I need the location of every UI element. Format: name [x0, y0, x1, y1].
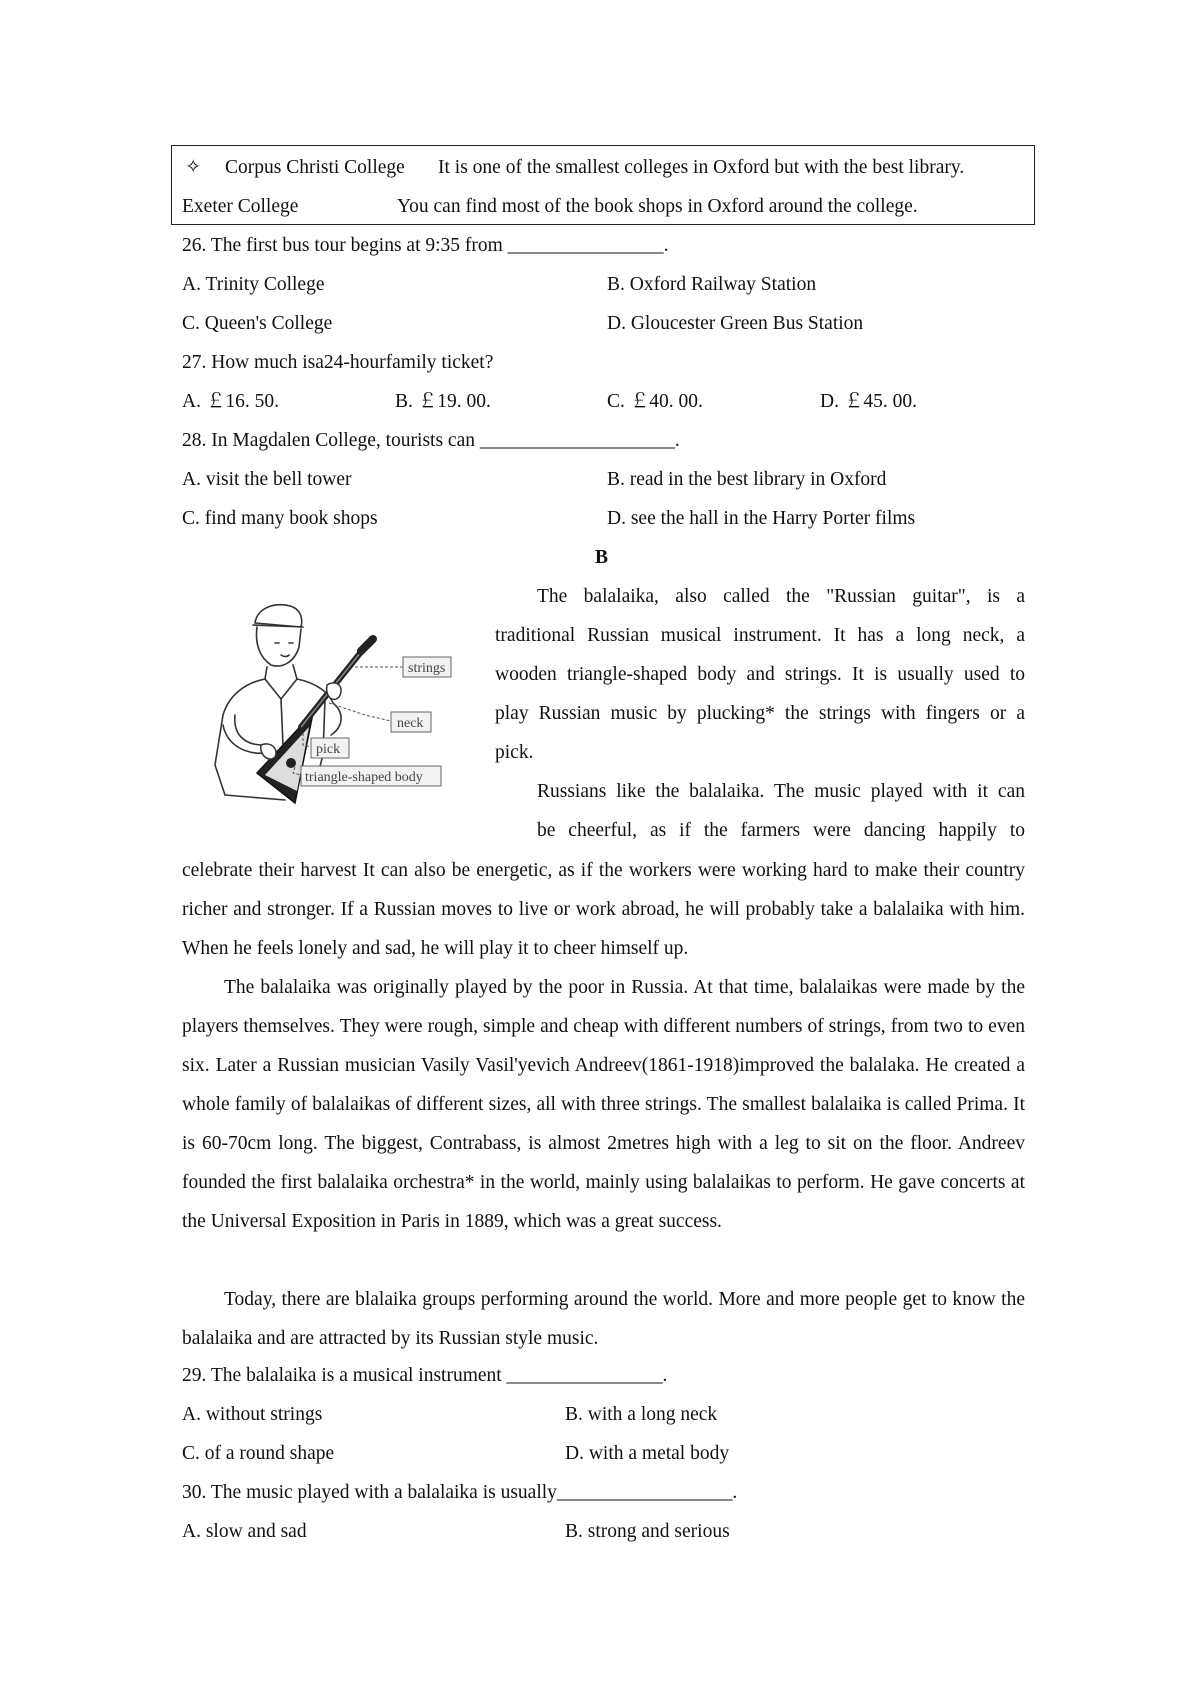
passage-line: traditional Russian musical instrument. It has a long neck, a [495, 625, 1025, 646]
q29-option-c: C. of a round shape [182, 1443, 335, 1464]
passage-paragraph-2-continued: celebrate their harvest It can also be energetic, as if the workers were working hard to make their country richer and stronger. If a Russian moves to live or work abroad, he will probably take a balalaika with him. When he feels lonely and sad, he will play it to cheer himself up. [182, 860, 1025, 959]
question-27-stem: 27. How much isa24-hourfamily ticket? [182, 352, 494, 373]
question-30-stem: 30. The music played with a balalaika is usually__________________. [182, 1482, 738, 1503]
q27-option-b: B. ￡19. 00. [395, 391, 491, 412]
q30-option-b: B. strong and serious [565, 1521, 730, 1542]
q28-option-a: A. visit the bell tower [182, 469, 352, 490]
label-pick: pick [316, 742, 341, 757]
passage-line: The balalaika, also called the "Russian guitar", is a [537, 586, 1025, 607]
college-desc: You can find most of the book shops in Oxford around the college. [397, 196, 918, 217]
label-neck: neck [397, 716, 424, 731]
passage-paragraph-3: The balalaika was originally played by the poor in Russia. At that time, balalaikas were made by the players themselves. They were rough, simple and cheap with different numbers of strings, from two to even six. Later a Russian musician Vasily Vasil'yevich Andreev(1861-1918)improved the balalaka. He created a whole family of balalaikas of different sizes, all with three strings. The smallest balalaika is called Prima. It is 60-70cm long. The biggest, Contrabass, is almost 2metres high with a leg to sit on the floor. Andreev founded the first balalaika orchestra* in the world, mainly using balalaikas to perform. He gave concerts at the Universal Exposition in Paris in 1889, which was a great success. [182, 977, 1025, 1232]
label-triangle-shaped-body: triangle-shaped body [305, 770, 423, 785]
question-29-stem: 29. The balalaika is a musical instrument ________________. [182, 1365, 668, 1386]
q27-option-c: C. ￡40. 00. [607, 391, 703, 412]
q27-option-a: A. ￡16. 50. [182, 391, 279, 412]
q30-option-a: A. slow and sad [182, 1521, 307, 1542]
college-name: Corpus Christi College [225, 157, 405, 178]
question-26-stem: 26. The first bus tour begins at 9:35 from ________________. [182, 235, 669, 256]
q29-option-d: D. with a metal body [565, 1443, 730, 1464]
passage-line: pick. [495, 742, 534, 763]
q26-option-b: B. Oxford Railway Station [607, 274, 817, 295]
passage-paragraph-4: Today, there are blalaika groups performing around the world. More and more people get to know the balalaika and are attracted by its Russian style music. [182, 1289, 1025, 1349]
q28-option-b: B. read in the best library in Oxford [607, 469, 887, 490]
passage-line: Russians like the balalaika. The music played with it can [537, 781, 1025, 802]
balalaika-player-illustration [205, 595, 463, 810]
question-28-stem: 28. In Magdalen College, tourists can ____________________. [182, 430, 680, 451]
passage-line: be cheerful, as if the farmers were dancing happily to [537, 820, 1025, 841]
passage-line: wooden triangle-shaped body and strings. It is usually used to [495, 664, 1025, 685]
passage-line: play Russian music by plucking* the strings with fingers or a [495, 703, 1025, 724]
sparkle-icon: ✧ [185, 157, 202, 178]
q28-option-c: C. find many book shops [182, 508, 378, 529]
q29-option-b: B. with a long neck [565, 1404, 718, 1425]
label-strings: strings [408, 661, 446, 676]
q26-option-a: A. Trinity College [182, 274, 325, 295]
college-name: Exeter College [182, 196, 299, 217]
q26-option-d: D. Gloucester Green Bus Station [607, 313, 864, 334]
college-desc: It is one of the smallest colleges in Oxford but with the best library. [438, 157, 965, 178]
q29-option-a: A. without strings [182, 1404, 323, 1425]
section-b-heading: B [595, 547, 609, 568]
q26-option-c: C. Queen's College [182, 313, 333, 334]
q27-option-d: D. ￡45. 00. [820, 391, 917, 412]
q28-option-d: D. see the hall in the Harry Porter films [607, 508, 916, 529]
